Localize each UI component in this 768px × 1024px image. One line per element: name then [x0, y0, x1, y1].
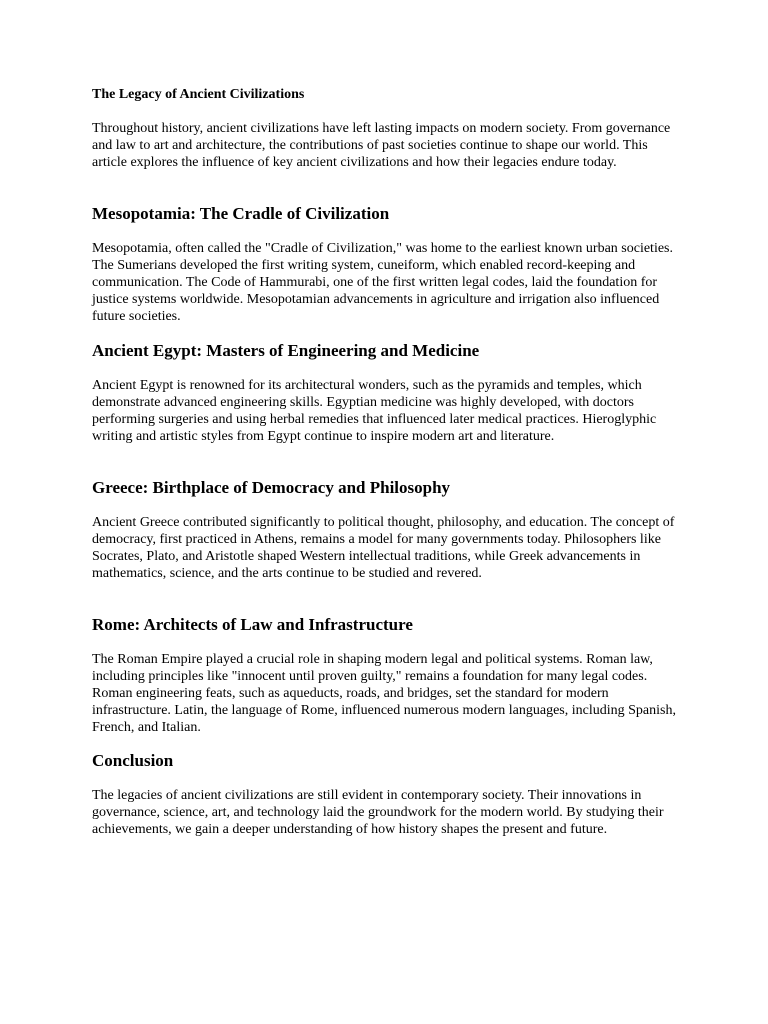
- section-heading-greece: Greece: Birthplace of Democracy and Philosophy: [92, 478, 451, 497]
- section-heading-conclusion: Conclusion: [92, 751, 174, 770]
- section-body-rome: The Roman Empire played a crucial role in shaping modern legal and political systems. Roman law, including principles like "innocent until proven guilty," remains a foundation for many legal codes. Roman engineering feats, such as aqueducts, roads, and bridges, set the standard for modern infrastructure. Latin, the language of Rome, influenced numerous modern languages, including Spanish, French, and Italian.: [92, 652, 676, 735]
- section-body-conclusion: The legacies of ancient civilizations are still evident in contemporary society. Their innovations in governance, science, art, and technology laid the groundwork for the modern world. By studying their achievements, we gain a deeper understanding of how history shapes the present and future.: [92, 788, 664, 837]
- section-body-greece: Ancient Greece contributed significantly to political thought, philosophy, and education. The concept of democracy, first practiced in Athens, remains a model for many governments today. Philosophers like Socrates, Plato, and Aristotle shaped Western intellectual traditions, while Greek advancements in mathematics, science, and the arts continue to be studied and revered.: [92, 515, 675, 581]
- section-body-mesopotamia: Mesopotamia, often called the "Cradle of Civilization," was home to the earliest known urban societies. The Sumerians developed the first writing system, cuneiform, which enabled record-keeping and communication. The Code of Hammurabi, one of the first written legal codes, laid the foundation for justice systems worldwide. Mesopotamian advancements in agriculture and irrigation also influenced future societies.: [92, 241, 673, 324]
- intro-paragraph: Throughout history, ancient civilizations have left lasting impacts on modern society. From governance and law to art and architecture, the contributions of past societies continue to shape our world. This article explores the influence of key ancient civilizations and how their legacies endure today.: [92, 121, 671, 170]
- document-title: The Legacy of Ancient Civilizations: [92, 87, 305, 102]
- section-heading-mesopotamia: Mesopotamia: The Cradle of Civilization: [92, 204, 390, 223]
- section-heading-rome: Rome: Architects of Law and Infrastructure: [92, 615, 413, 634]
- section-heading-egypt: Ancient Egypt: Masters of Engineering and Medicine: [92, 341, 480, 360]
- section-body-egypt: Ancient Egypt is renowned for its architectural wonders, such as the pyramids and temples, which demonstrate advanced engineering skills. Egyptian medicine was highly developed, with doctors performing surgeries and using herbal remedies that influenced later medical practices. Hieroglyphic writing and artistic styles from Egypt continue to inspire modern art and literature.: [92, 378, 657, 444]
